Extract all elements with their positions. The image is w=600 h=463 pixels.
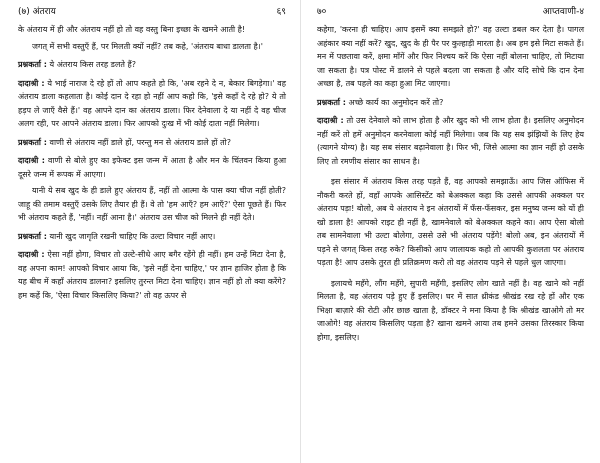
paragraph-text: इस संसार में अंतराय किस तरह पड़ते हैं, वह आपको समझाऊँ। आप जिस ऑफिस में नौकरी करते हों, वहाँ आपके आसिस्टेंट को बेअक्कल कहा कि उससे आपकी अक्कल पर अंतराय पड़ा! बोलो, अब ये अंतराय ने इन अंतरायों में फँस-फँसकर, इस मनुष्य जन्म को यों ही खो डाला है! आपको राइट ही नहीं है, खामनेवाले को बेअक्कल कहने का। आप ऐसा बोलो तब सामनेवाला भी उल्टा बोलेगा, उससे उसे भी अंतराय पड़ेंगे! बोलो अब, इन अंतरायों में पड़ने से जगत् किस तरह रुके? किसीको आप जालायक कहो तो आपकी कुशलता पर अंतराय पड़ता है! आप उसके तुरत ही प्रतिक्रमण करो तो वह अंतराय पड़ने से पहले धुल जाएगा। bbox=[317, 177, 584, 267]
right-page bbox=[300, 0, 600, 463]
paragraph-text: वाणी से अंतराय नहीं डाले हों, परन्तु मन से अंतराय डाले हों तो? bbox=[46, 137, 231, 147]
paragraph-text: यानी खुद जागृति रखनी चाहिए कि उल्टा विचार नहीं आए। bbox=[46, 231, 216, 241]
paragraph-text: तो उस देनेवाले को लाभ होता है और खुद को भी लाभ होता है। इसलिए अनुमोदन नहीं करें तो हमें अनुमोदन करनेवाला कोई नहीं मिलेगा। जब कि यह सब झंझियों के लिए हेय (त्यागने योग्य) है। यह सब संसार बढ़ानेवाला है। फिर भी, जिसे आत्मा का ज्ञान नहीं हो उसके लिए तो रमणीय संसार का साधन है। bbox=[317, 116, 584, 166]
paragraph-text: ये अंतराय किस तरह डलते हैं? bbox=[46, 60, 136, 69]
right-book-title: आप्तवाणी-४ bbox=[542, 7, 584, 17]
speaker-label: प्रश्नकर्ता : bbox=[18, 137, 47, 147]
dialogue-paragraph bbox=[18, 56, 286, 72]
speaker-label: दादाश्री : bbox=[18, 156, 45, 165]
text-paragraph bbox=[18, 40, 286, 54]
paragraph-text: यानी ये सब खुद के ही डाले हुए अंतराय हैं, नहीं तो आत्मा के पास क्या चीज नहीं होती? जाहू की तमाम वस्तुएँ उसके लिए तैयार ही हैं। वे तो 'हम आएँ? हम आएँ?' ऐसा पूछते हैं। फिर भी अंतराय कहते हैं, 'नहीं। नहीं आना है।' अंतराय उस चीज को मिलने ही नहीं देते। bbox=[18, 186, 286, 222]
paragraph-text: जगत् में सभी वस्तुएँ हैं, पर मिलती क्यों नहीं? तब कहे, 'अंतराय बाधा डालता है।' bbox=[32, 41, 263, 51]
left-chapter-title: (७) अंतराय bbox=[18, 7, 56, 17]
dialogue-paragraph bbox=[18, 228, 286, 244]
dialogue-paragraph bbox=[18, 152, 286, 181]
speaker-label: दादाश्री : bbox=[18, 78, 45, 88]
paragraph-text: कहेगा, 'करना ही चाहिए। आप इसमें क्या समझते हो?' वह उल्टा डबल कर देता है। पागल अहंकार क्या नहीं करें? खुद, खुद के ही पैर पर कुल्हाड़ी मारता है। अब हम इसे मिटा सकते हैं। मन में पछतावा करें, क्षमा माँगें और फिर निश्चय करें कि ऐसा नहीं बोलना चाहिए, तो मिटाया जा सकता है। पत्र पोस्ट में डालने से पहले बदला जा सकता है और यदि सोचे कि दान देना अच्छा है, तब पहले का कहा हुआ मिट जाएगा। bbox=[317, 25, 584, 88]
right-page-body bbox=[317, 23, 584, 344]
speaker-label: प्रश्नकर्ता : bbox=[18, 60, 47, 69]
left-running-head bbox=[18, 6, 286, 18]
text-paragraph bbox=[317, 175, 584, 270]
speaker-label: प्रश्नकर्ता : bbox=[317, 97, 346, 107]
text-paragraph bbox=[18, 23, 286, 37]
dialogue-paragraph bbox=[18, 134, 286, 150]
paragraph-text: वाणी से बोले हुए का इफेक्ट इस जन्म में आता है और मन के चिंतवन किया हुआ दूसरे जन्म में रूपक में आएगा। bbox=[18, 156, 286, 179]
paragraph-text: ऐसा नहीं होगा, विचार तो उल्टे-सीधे आए बगैर रहेंगे ही नहीं। हम उन्हें मिटा देना है, वह अपना काम! आपको विचार आया कि, 'इसे नहीं देना चाहिए,' पर ज्ञान हाजिर होता है कि यह बीच में कहाँ अंतराय डालना? इसलिए तुरन्त मिटा देना चाहिए। ज्ञान नहीं हो तो क्या करेंगे? हम कहें कि, 'ऐसा विचार किसलिए किया?' तो वह ऊपर से bbox=[18, 250, 286, 300]
right-running-head bbox=[317, 6, 584, 18]
text-paragraph bbox=[317, 23, 584, 91]
left-page-body bbox=[18, 23, 286, 302]
right-page-number: ७० bbox=[317, 7, 327, 17]
dialogue-paragraph bbox=[18, 246, 286, 302]
paragraph-text: इलायचे महँगे, लौंग महँगे, सुपारी महँगी, इसलिए लोग खाते नहीं है। वह खाने को नहीं मिलता है, वह अंतराय पड़े हुए हैं इसलिए। घर में सात थ्रीकंड श्रीखंड रख रहे हों और एक भिक्षा बाज़ारे की रोटी और छाछ खाता है, डॉक्टर ने मना किया है कि श्रीखंड खाओगे तो मर जाओगे! वह अंतराय किसलिए पड़ता है? खाना खमने आया तब हमने उसका तिरस्कार किया होगा, इसलिए। bbox=[317, 278, 584, 342]
left-page-number: ६९ bbox=[276, 7, 286, 17]
paragraph-text: ये भाई नाराज दे रहे हों तो आप कहते हो कि, 'अब रहने दे न, बेकार बिगड़ेगा।' वह अंतराय डाला कहलाता है। कोई दान दे रहा हो नहीं आप कहो कि, 'इसे कहाँ दे रहे हो? ये तो हड़प ले जाएँ वैसे हैं।' वह आपने दान का अंतराय डाला। फिर देनेवाला दे या नहीं दे वह चीज अलग रही, पर आपने अंतराय डाला। फिर आपको दुःख में भी कोई दाता नहीं मिलेगा। bbox=[18, 78, 286, 128]
text-paragraph bbox=[18, 184, 286, 225]
text-paragraph bbox=[317, 277, 584, 345]
paragraph-text: अच्छे कार्य का अनुमोदन करें तो? bbox=[345, 97, 444, 107]
speaker-label: दादाश्री : bbox=[317, 116, 344, 125]
speaker-label: प्रश्नकर्ता : bbox=[18, 231, 47, 241]
dialogue-paragraph bbox=[18, 75, 286, 131]
dialogue-paragraph bbox=[317, 112, 584, 168]
dialogue-paragraph bbox=[317, 94, 584, 110]
paragraph-text: के अंतराय में ही और अंतराय नहीं हो तो वह वस्तु बिना इच्छा के खमने आती है! bbox=[18, 25, 246, 34]
speaker-label: दादाश्री : bbox=[18, 250, 45, 259]
